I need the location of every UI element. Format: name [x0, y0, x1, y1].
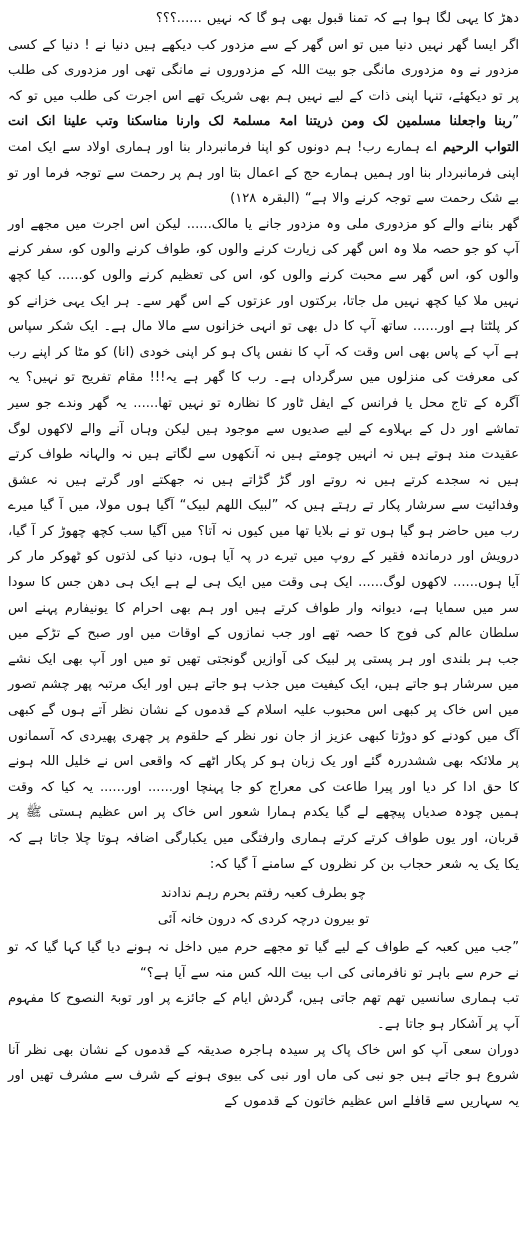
verse-line-2: تو بیرون درچہ کردی کہ درون خانہ آئی	[157, 912, 370, 928]
closing-paragraph-2: دوران سعی آپ کو اس خاک پاک پر سیدہ ہاجرہ صدیقہ کے قدموں کے نشان بھی نظر آنا شروع ہو جاتے ہیں جو نبی کی ماں اور نبی کی بیوی ہونے کے شرف سے مشرف تھیں اور یہ سہاریں سے قافلے اس عظیم خاتون کے قدموں کے	[8, 1042, 519, 1109]
paragraph-ajr-intro: اگر ایسا گھر نہیں دنیا میں تو اس گھر کے سے مزدور کب دیکھے ہیں دنیا نے ! دنیا کے کسی مزدور نے وہ مزدوری مانگی جو بیت اللہ کے مزدوروں نے مانگی تھی اور مزدوری کی طلب پر تو دیکھئے، تنہا اپنی ذات کے لیے نہیں ہم بھی شریک تھے اس اجرت کی طلب میں تو کہ ”	[8, 37, 519, 130]
paragraph-ajr-translation: اے ہمارے رب! ہم دونوں کو اپنا فرمانبردار بنا اور ہماری اولاد سے ایک امت اپنی فرمانبردار بنا اور ہمیں ہمارے حج کے اعمال بتا اور ہم پر رحمت سے توجہ فرما اور تو بے شک رحمت سے توجہ کرنے والا ہے“ (البقرہ ۱۲۸)	[8, 139, 519, 207]
persian-verse	[8, 881, 519, 933]
verse-line-1: چو بطرف کعبہ رفتم بحرم رہم ندادند	[160, 886, 367, 902]
verse-translation: ”جب میں کعبہ کے طواف کے لیے گیا تو مجھے حرم میں داخل نہ ہونے دیا گیا کہا گیا کہ تو نے حرم سے باہر تو نافرمانی کی اب بیت اللہ کس منہ سے آیا ہے؟“	[8, 940, 519, 981]
paragraph-tawaf: گھر بنانے والے کو مزدوری ملی وہ مزدور جانے یا مالک...... لیکن اس اجرت میں مجھے اور آپ کو جو حصہ ملا وہ اس گھر کی زیارت کرنے والوں کو، طواف کرنے والوں کو، سفر کرنے والوں کو، اس گھر سے محبت کرنے والوں کو، اس کی تعظیم کرنے والوں کو...... کیا کچھ نہیں ملا کیا کچھ نہیں مل جاتا، برکتوں اور عزتوں کے اس گھر سے۔ ہر ایک یہی خزانے کو کر پلٹتا ہے اور...... ساتھ آپ کا دل بھی تو انہی خزانوں سے مالا مال ہے۔ ایک شکر سپاس ہے آپ کے پاس بھی اس وقت کہ آپ کا نفس پاک ہو کر اپنی خودی (انا) کو مٹا کر اپنے رب کی معرفت کی منزلوں میں سرگرداں ہے۔ رب کا گھر ہے یہ!!! مقام تفریح تو نہیں؟ یہ آگرہ کے تاج محل یا فرانس کے ایفل ٹاور کا نظارہ تو نہیں تھا...... یہ گھر وندے جو سیر تماشے اور دل کے بہلاوے کے لیے صدیوں سے موجود ہیں لیکن وہاں آنے والے لاکھوں لوگ عقیدت مند ہوتے ہیں نہ انہیں چومتے ہیں نہ آنکھوں سے لگاتے ہیں نہ والہانہ طواف کرتے ہیں نہ سجدے کرتے ہیں نہ روتے اور گڑ گڑاتے ہیں نہ جھکتے اور گرتے ہیں نہ عشق وفدائیت سے سرشار پکار تے رہتے ہیں کہ ”لبیک اللھم لبیک“ آگیا ہوں مولا، میں آ گیا میرے رب میں حاضر ہو گیا ہوں تو نے بلایا تھا میں کیوں نہ آتا؟ میں آگیا سب کچھ چھوڑ کر آ گیا، درویش اور درماندہ فقیر کے روپ میں تیرے در پہ آیا ہوں، دنیا کی لذتوں کو ٹھوکر مار کر آیا ہوں...... لاکھوں لوگ...... ایک ہی وقت میں ایک ہی لے ہے ایک ہی دھن جس کا سودا سر میں سمایا ہے، دیوانہ وار طواف کرتے ہیں اور ہم بھی احرام کا یونیفارم پہنے اس سلطان عالم کی فوج کا حصہ تھے اور جب نمازوں کے اوقات میں اور صبح کے تڑکے میں جب ہر بلندی اور ہر پستی پر لبیک کی آوازیں گونجتی تھیں تو میں اور آپ بھی ایک نشے میں سرشار ہو جاتے ہیں، ایک کیفیت میں جذب ہو جاتے ہیں اور ایک مرتبہ پھر چشم تصور میں اس خاک پر کبھی اس محبوب علیہ اسلام کے قدموں کے نشان نظر آتے ہوں گے کبھی آگ میں کودنے کو دوڑتا کبھی عزیز از جان نور نظر کے حلقوم پر چھری پھیردی کہ آسمانوں پر ملائکہ بھی ششدررہ گئے اور یک زبان ہو کر پکار اٹھے کہ واقعی اس نے خلیل اللہ ہونے کا حق ادا کر دیا اور پیرا طاعت کی معراج کو جا پہنچا اور...... اور...... یہ کیا کہ وقت ہمیں چودہ صدیاں پیچھے لے گیا یکدم ہمارا شعور اس خاک پر اس عظیم ہستی ﷺ پر قربان، اور یوں طواف کرتے کرتے ہماری وارفتگی میں یکبارگی اضافہ ہوتا چلا جاتا ہے کہ یکا یک یہ شعر حجاب بن کر نظروں کے سامنے آ گیا کہ:	[8, 216, 519, 872]
closing-paragraph-1: تب ہماری سانسیں تھم تھم جاتی ہیں، گردش ایام کے جائزے پر اور توبۃ النصوح کا مفہوم آپ پر آشکار ہو جاتا ہے۔	[8, 991, 519, 1032]
paragraph-ajr	[8, 33, 519, 212]
opening-line: دھڑ کا یہی لگا ہوا ہے کہ تمنا قبول بھی ہو گا کہ نہیں ......؟؟؟	[155, 11, 519, 26]
quranic-dua: ربنا واجعلنا مسلمین لک ومن ذریتنا امۃ مسلمۃ لک وارنا مناسکنا وتب علینا انک انت التواب الرحیم	[8, 114, 519, 155]
